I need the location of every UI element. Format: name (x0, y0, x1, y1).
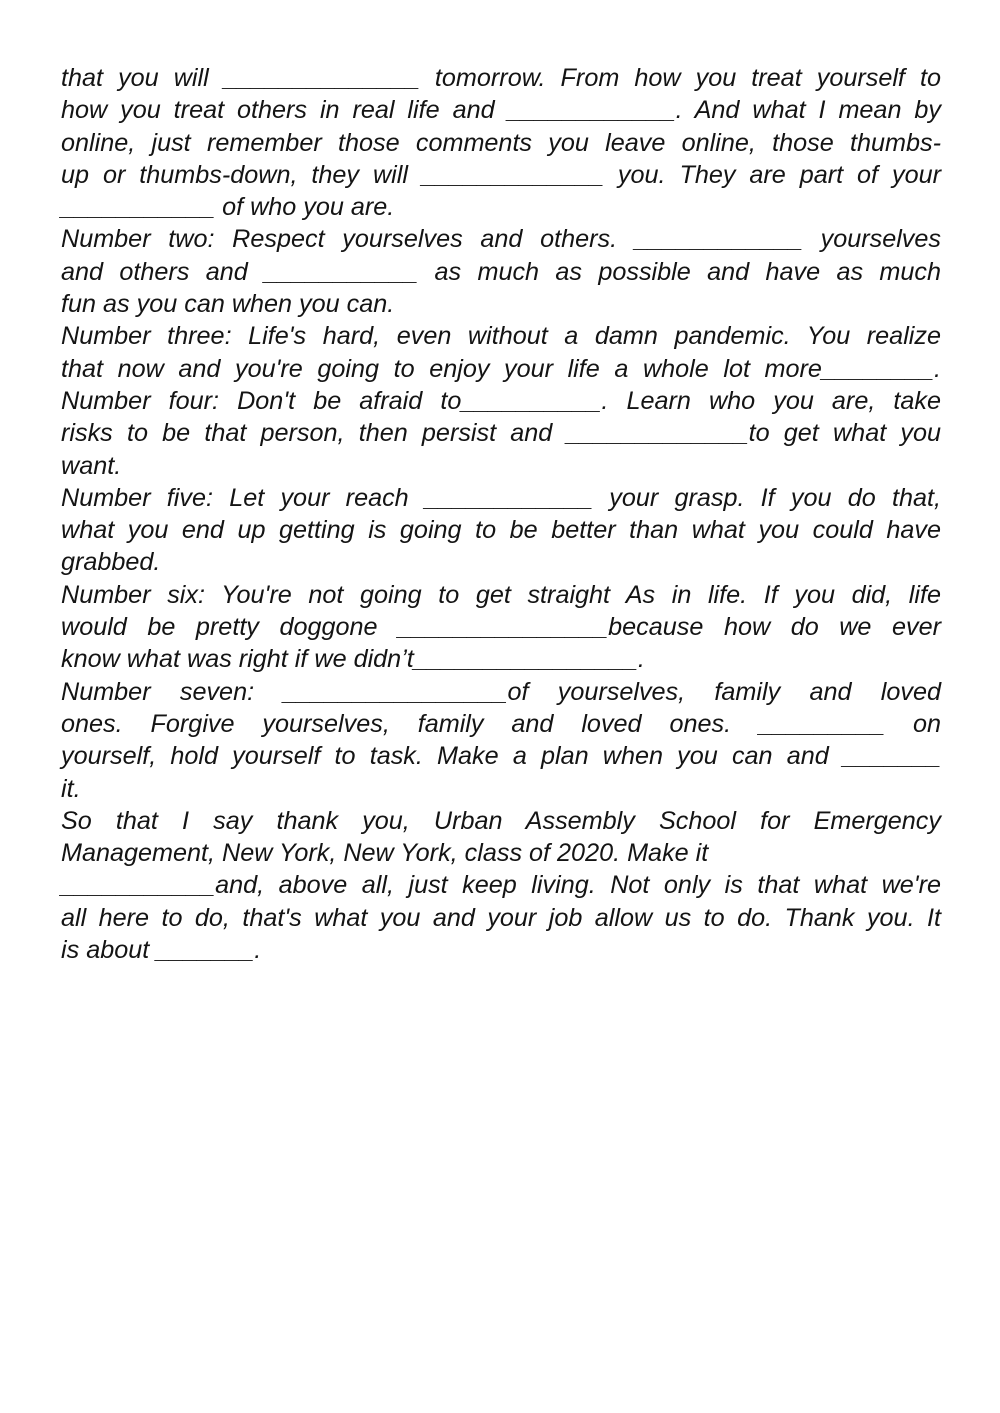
text-line: risks to be that person, then persist and _____________to get what you (61, 419, 941, 448)
text-line: online, just remember those comments you leave online, those thumbs- (61, 128, 941, 157)
text-line: it. (61, 774, 81, 803)
text-line: and others and ___________ as much as possible and have as much (61, 257, 941, 286)
text-line: would be pretty doggone _______________because how do we ever (61, 613, 941, 642)
text-line: grabbed. (61, 548, 161, 577)
text-line: is about _______. (61, 936, 262, 965)
text-line: So that I say thank you, Urban Assembly School for Emergency (61, 806, 941, 835)
text-line: want. (61, 451, 122, 480)
text-line: know what was right if we didn’t________________. (61, 645, 645, 674)
text-line: ___________ of who you are. (61, 193, 395, 222)
text-line: that now and you're going to enjoy your life a whole lot more________. (61, 354, 941, 383)
text-line: Number six: You're not going to get straight As in life. If you did, life (61, 580, 941, 609)
text-line: Number three: Life's hard, even without a damn pandemic. You realize (61, 322, 941, 351)
text-line: Number seven: ________________of yourselves, family and loved (61, 677, 941, 706)
text-line: Number five: Let your reach ____________ your grasp. If you do that, (61, 483, 941, 512)
text-line: Number four: Don't be afraid to__________. Learn who you are, take (61, 386, 941, 415)
text-line: Number two: Respect yourselves and others. ____________ yourselves (61, 225, 941, 254)
text-line: all here to do, that's what you and your job allow us to do. Thank you. It (61, 903, 941, 932)
worksheet-text (61, 62, 941, 966)
text-line: fun as you can when you can. (61, 290, 395, 319)
text-line: how you treat others in real life and ____________. And what I mean by (61, 96, 941, 125)
text-line: yourself, hold yourself to task. Make a plan when you can and _______ (61, 742, 941, 771)
text-line: what you end up getting is going to be better than what you could have (61, 516, 941, 545)
text-line: Management, New York, New York, class of 2020. Make it (61, 839, 709, 868)
text-line: ones. Forgive yourselves, family and loved ones. _________ on (61, 709, 941, 738)
text-line: ___________and, above all, just keep living. Not only is that what we're (61, 871, 941, 900)
text-line: that you will ______________ tomorrow. From how you treat yourself to (61, 64, 941, 92)
text-line: up or thumbs-down, they will _____________ you. They are part of your (61, 160, 941, 189)
